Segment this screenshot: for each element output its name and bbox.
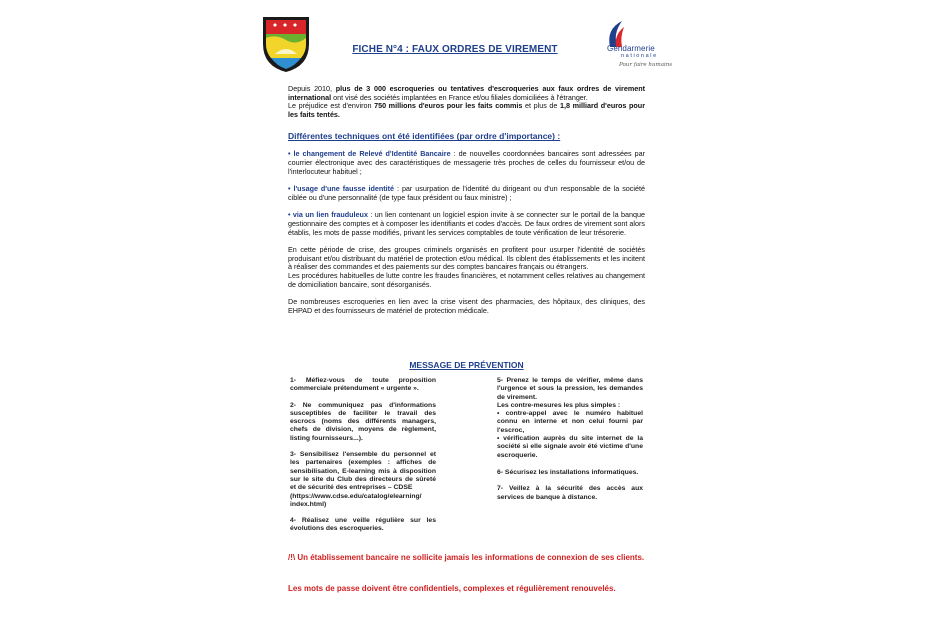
warning-passwords: Les mots de passe doivent être confidentiels, complexes et régulièrement renouvelés. <box>288 584 616 593</box>
prevention-item: 2- Ne communiquez pas d'informations susceptibles de faciliter le travail des escrocs (noms des différents managers, chefs de division, moyens de règlement, listing fournisseurs...). <box>290 401 436 442</box>
intro-paragraph: Depuis 2010, plus de 3 000 escroqueries ou tentatives d'escroqueries aux faux ordres de virement international ont visé des sociétés implantées en France et/ou filiales domiciliées à l'étranger. Le préjudice est d'environ 750 millions d'euros pour les faits commis et plus de 1,8 milliard d'euros pour les faits tentés. <box>288 84 645 119</box>
technique-item: • l'usage d'une fausse identité : par usurpation de l'identité du dirigeant ou d'un responsable de la société ciblée ou d'une personnalité (de type faux président ou faux ministre) ; <box>288 184 645 202</box>
prevention-heading: MESSAGE DE PRÉVENTION <box>409 360 524 370</box>
warning-banking: /!\ Un établissement bancaire ne sollicite jamais les informations de connexion de ses clients. <box>288 553 645 562</box>
logo-motto: Pour faire humains <box>619 62 673 68</box>
technique-item: • le changement de Relevé d'Identité Bancaire : de nouvelles coordonnées bancaires sont adressées par courrier électronique avec des caractéristiques de messagerie très proches de celles du fournisseur et/ou de l'interlocuteur habituel ; <box>288 149 645 176</box>
targets-paragraph: De nombreuses escroqueries en lien avec la crise visent des pharmacies, des hôpitaux, des cliniques, des EHPAD et des fournisseurs de matériel de protection médicale. <box>288 297 645 315</box>
prevention-item: 6- Sécurisez les installations informatiques. <box>497 468 639 476</box>
prevention-item: 3- Sensibilisez l'ensemble du personnel et les partenaires (exemples : affiches de sensibilisation, E-learning mis à disposition sur le site du Club des directeurs de sûreté et de sécurité des entreprises – CDSE (https://www.cdse.edu/catalog/elearning/ index.html) <box>290 451 436 508</box>
prevention-item: 1- Méfiez-vous de toute proposition commerciale prétendument « urgente ». <box>290 377 436 393</box>
logo-name: Gendarmerie <box>607 44 655 53</box>
prevention-item: 4- Réalisez une veille régulière sur les évolutions des escroqueries. <box>290 517 436 533</box>
main-text <box>288 85 645 324</box>
regional-coat-of-arms-icon <box>261 14 311 74</box>
page-title: FICHE N°4 : FAUX ORDRES DE VIREMENT <box>352 44 558 55</box>
prevention-column-left <box>290 377 436 542</box>
logo-subtitle: nationale <box>621 53 658 59</box>
techniques-heading: Différentes techniques ont été identifiées (par ordre d'importance) : <box>288 131 561 142</box>
crisis-paragraph: En cette période de crise, des groupes criminels organisés en profitent pour usurper l'identité de sociétés produisant et/ou distribuant du matériel de protection et/ou médical. Ils ciblent des établissements et les incitent à réaliser des commandes et des paiements sur des comptes bancaires français ou étrangers. Les procédures habituelles de lutte contre les fraudes financières, et notamment celles relatives au changement de domiciliation bancaire, sont désorganisés. <box>288 245 645 289</box>
prevention-item: 5- Prenez le temps de vérifier, même dans l'urgence et sous la pression, les demandes de virement. Les contre-mesures les plus simples : • contre-appel avec le numéro habituel connu en interne et non celui fourni par l'escroc, • vérification auprès du site internet de la société si elle signale avoir été victime d'une escroquerie. <box>497 377 643 459</box>
prevention-column-right <box>497 377 643 510</box>
cdse-link[interactable]: (https://www.cdse.edu/catalog/elearning/ <box>290 492 422 500</box>
prevention-item: 7- Veillez à la sécurité des accès aux services de banque à distance. <box>497 485 643 501</box>
technique-item: • via un lien frauduleux : un lien contenant un logiciel espion invite à se connecter sur le portail de la banque gestionnaire des comptes et à composer les identifiants et codes d'accès. De faux ordres de virement sont alors établis, les mots de passe modifiés, privant les services comptables de toute vérification de leur trésorerie. <box>288 210 645 237</box>
